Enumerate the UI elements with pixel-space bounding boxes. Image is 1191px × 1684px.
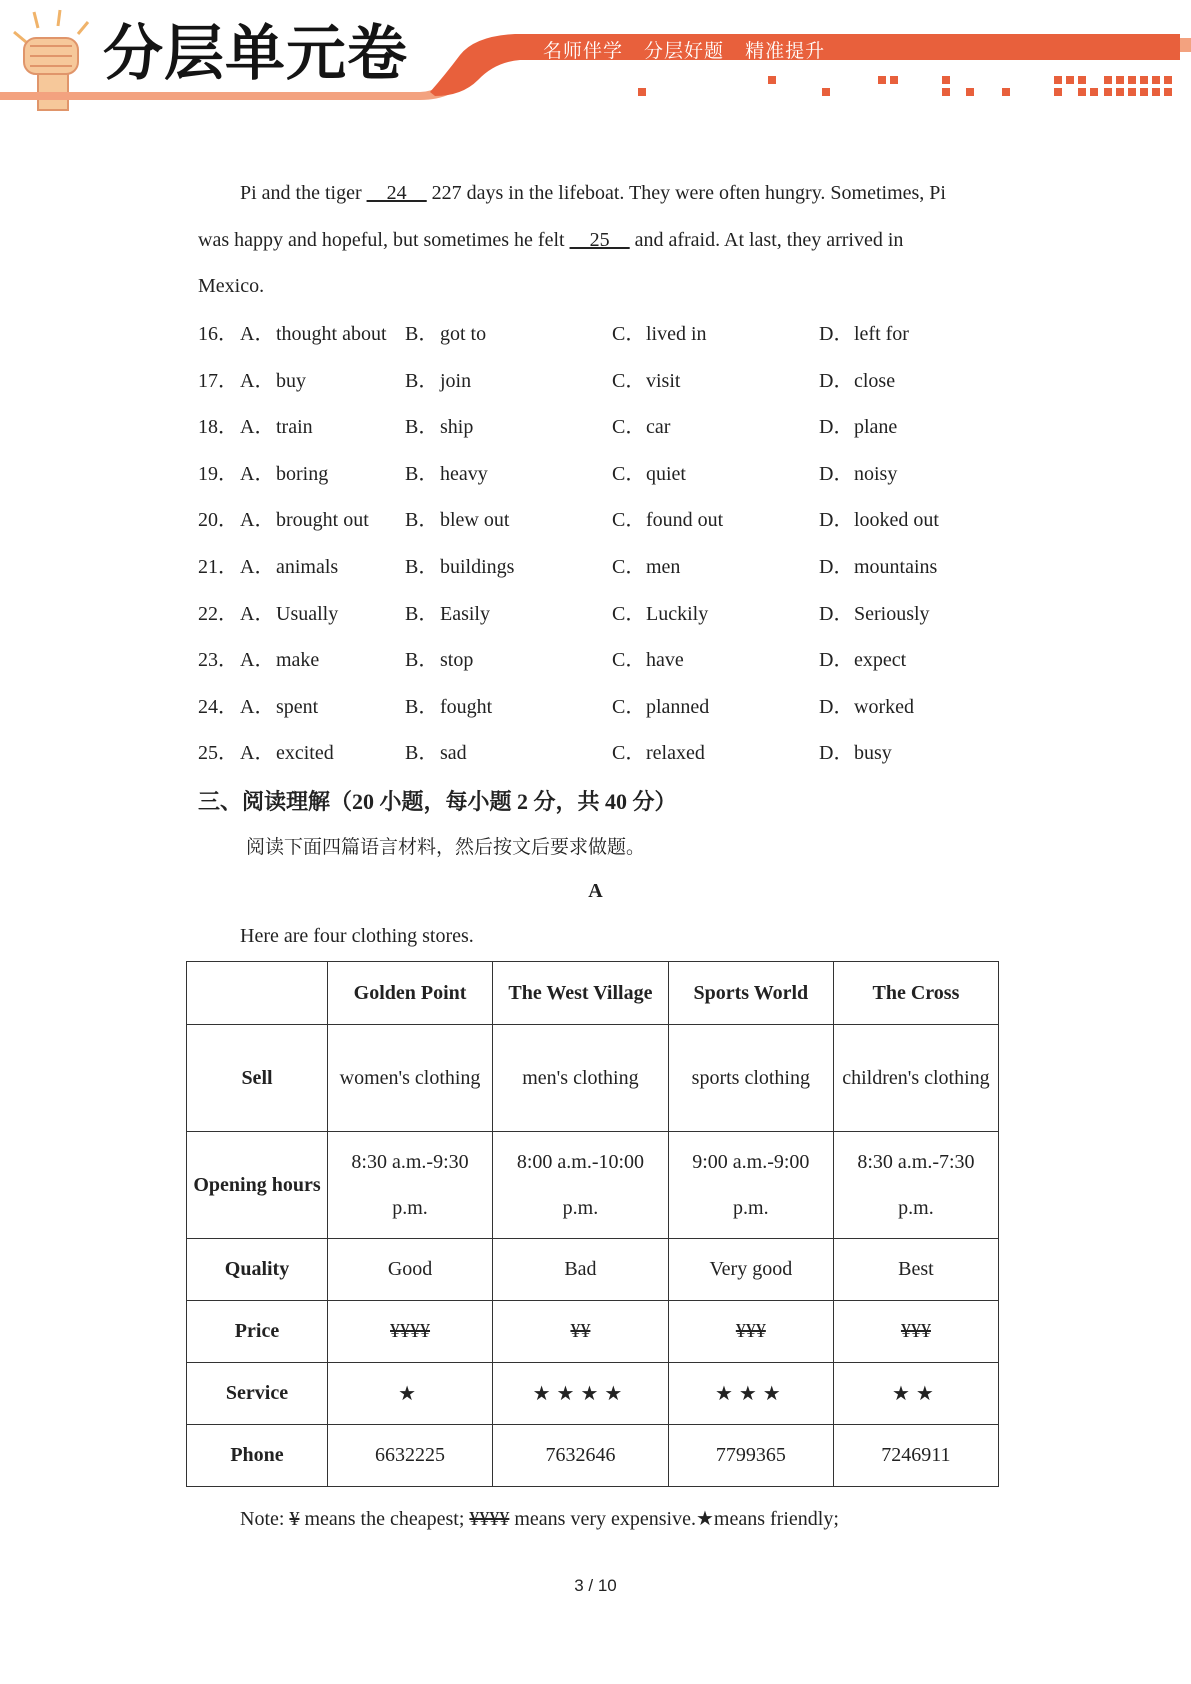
option-a-text: thought about xyxy=(276,323,387,345)
blank-24: __24__ xyxy=(366,182,427,204)
option-letter-c: C． xyxy=(612,509,646,531)
option-letter-b: B． xyxy=(405,509,439,531)
row-header: Quality xyxy=(187,1239,328,1301)
option-d-text: mountains xyxy=(854,556,938,578)
table-cell: 7246911 xyxy=(833,1425,998,1487)
section-heading: 三、阅读理解（20 小题，每小题 2 分，共 40 分） xyxy=(198,789,677,814)
passage-text: Pi and the tiger xyxy=(240,182,367,204)
option-letter-b: B． xyxy=(405,370,439,392)
row-header: Price xyxy=(187,1301,328,1363)
option-b-text: Easily xyxy=(440,603,490,625)
question-row xyxy=(198,462,998,486)
option-letter-a: A． xyxy=(240,603,275,625)
option-c-text: car xyxy=(646,416,671,438)
option-a-text: Usually xyxy=(276,603,339,625)
table-cell: Very good xyxy=(668,1239,833,1301)
passage-line-2 xyxy=(198,228,903,252)
table-cell: 8:00 a.m.-10:00 p.m. xyxy=(493,1132,669,1239)
option-letter-b: B． xyxy=(405,323,439,345)
option-a-text: buy xyxy=(276,370,306,392)
table-row xyxy=(187,1425,999,1487)
service-stars-cell: ★ xyxy=(328,1363,493,1425)
option-letter-d: D． xyxy=(819,556,854,578)
row-header: Service xyxy=(187,1363,328,1425)
option-letter-c: C． xyxy=(612,370,646,392)
option-b-text: join xyxy=(440,370,472,392)
option-b-text: heavy xyxy=(440,463,488,485)
column-header: Sports World xyxy=(668,962,833,1025)
option-d-text: worked xyxy=(854,696,914,718)
option-letter-b: B． xyxy=(405,742,439,764)
table-row xyxy=(187,1239,999,1301)
passage-text: 227 days in the lifeboat. They were often hungry. Sometimes, Pi xyxy=(426,182,946,204)
option-letter-a: A． xyxy=(240,649,275,671)
table-row xyxy=(187,1363,999,1425)
option-letter-a: A． xyxy=(240,556,275,578)
option-letter-b: B． xyxy=(405,463,439,485)
option-letter-a: A． xyxy=(240,509,275,531)
option-letter-d: D． xyxy=(819,370,854,392)
header-slogan: 名师伴学 分层好题 精准提升 xyxy=(543,40,826,62)
table-cell: men's clothing xyxy=(493,1025,669,1132)
table-cell: 8:30 a.m.-7:30 p.m. xyxy=(833,1132,998,1239)
table-cell: women's clothing xyxy=(328,1025,493,1132)
question-number: 23． xyxy=(198,649,238,671)
yen-symbol: ¥¥¥¥ xyxy=(469,1508,510,1530)
option-a-text: boring xyxy=(276,463,329,485)
question-number: 19． xyxy=(198,463,238,485)
option-a-text: animals xyxy=(276,556,339,578)
page-header xyxy=(0,0,1191,120)
table-row xyxy=(187,1025,999,1132)
decorative-dots xyxy=(638,76,1172,96)
service-stars-cell: ★★★ xyxy=(668,1363,833,1425)
brand-title: 分层单元卷 xyxy=(103,19,408,89)
option-c-text: have xyxy=(646,649,684,671)
option-letter-b: B． xyxy=(405,696,439,718)
question-number: 20． xyxy=(198,509,238,531)
option-a-text: spent xyxy=(276,696,319,718)
option-letter-b: B． xyxy=(405,649,439,671)
service-stars-cell: ★★★★ xyxy=(493,1363,669,1425)
passage-text: and afraid. At last, they arrived in xyxy=(629,229,904,251)
price-cell: ¥¥¥ xyxy=(833,1301,998,1363)
option-b-text: buildings xyxy=(440,556,515,578)
option-c-text: planned xyxy=(646,696,710,718)
option-c-text: relaxed xyxy=(646,742,705,764)
option-c-text: found out xyxy=(646,509,724,531)
question-number: 22． xyxy=(198,603,238,625)
option-letter-c: C． xyxy=(612,416,646,438)
table-row xyxy=(187,1132,999,1239)
option-letter-a: A． xyxy=(240,463,275,485)
option-letter-c: C． xyxy=(612,323,646,345)
table-cell: Good xyxy=(328,1239,493,1301)
option-c-text: quiet xyxy=(646,463,686,485)
question-number: 25． xyxy=(198,742,238,764)
question-row xyxy=(198,369,998,393)
passage-line-1 xyxy=(240,181,946,205)
passage-intro: Here are four clothing stores. xyxy=(240,925,474,947)
option-letter-c: C． xyxy=(612,649,646,671)
option-letter-c: C． xyxy=(612,603,646,625)
note-text: Note: xyxy=(240,1508,290,1530)
table-cell: 7632646 xyxy=(493,1425,669,1487)
option-b-text: sad xyxy=(440,742,467,764)
blank-25: __25__ xyxy=(569,229,630,251)
row-header: Sell xyxy=(187,1025,328,1132)
question-row xyxy=(198,508,998,532)
note-text: means friendly; xyxy=(713,1508,839,1530)
option-letter-b: B． xyxy=(405,603,439,625)
option-b-text: ship xyxy=(440,416,474,438)
option-d-text: close xyxy=(854,370,896,392)
option-letter-d: D． xyxy=(819,463,854,485)
question-row xyxy=(198,695,998,719)
column-header: Golden Point xyxy=(328,962,493,1025)
table-row xyxy=(187,1301,999,1363)
question-number: 21． xyxy=(198,556,238,578)
passage-text: was happy and hopeful, but sometimes he felt xyxy=(198,229,570,251)
page-number: 3 / 10 xyxy=(574,1576,617,1595)
option-c-text: men xyxy=(646,556,681,578)
note-text: means the cheapest; xyxy=(299,1508,470,1530)
option-letter-b: B． xyxy=(405,416,439,438)
option-letter-c: C． xyxy=(612,696,646,718)
option-a-text: brought out xyxy=(276,509,369,531)
option-letter-a: A． xyxy=(240,696,275,718)
option-d-text: looked out xyxy=(854,509,939,531)
section-instruction: 阅读下面四篇语言材料，然后按文后要求做题。 xyxy=(246,837,646,858)
price-cell: ¥¥ xyxy=(493,1301,669,1363)
passage-line-3: Mexico. xyxy=(198,275,265,297)
clothing-stores-table xyxy=(186,961,999,1487)
option-d-text: plane xyxy=(854,416,898,438)
price-cell: ¥¥¥¥ xyxy=(328,1301,493,1363)
option-d-text: busy xyxy=(854,742,892,764)
option-d-text: noisy xyxy=(854,463,898,485)
table-cell: 9:00 a.m.-9:00 p.m. xyxy=(668,1132,833,1239)
column-header: The Cross xyxy=(833,962,998,1025)
question-number: 17． xyxy=(198,370,238,392)
option-letter-a: A． xyxy=(240,416,275,438)
option-a-text: train xyxy=(276,416,313,438)
table-cell: sports clothing xyxy=(668,1025,833,1132)
option-b-text: stop xyxy=(440,649,474,671)
option-a-text: make xyxy=(276,649,320,671)
table-cell: children's clothing xyxy=(833,1025,998,1132)
option-letter-c: C． xyxy=(612,556,646,578)
option-letter-c: C． xyxy=(612,742,646,764)
option-d-text: left for xyxy=(854,323,909,345)
table-cell: 8:30 a.m.-9:30 p.m. xyxy=(328,1132,493,1239)
option-letter-a: A． xyxy=(240,323,275,345)
option-letter-a: A． xyxy=(240,370,275,392)
option-letter-d: D． xyxy=(819,649,854,671)
question-number: 18． xyxy=(198,416,238,438)
option-letter-b: B． xyxy=(405,556,439,578)
yen-symbol: ¥ xyxy=(289,1508,300,1530)
question-number: 24． xyxy=(198,696,238,718)
table-cell: Best xyxy=(833,1239,998,1301)
option-letter-d: D． xyxy=(819,603,854,625)
option-b-text: blew out xyxy=(440,509,510,531)
option-c-text: visit xyxy=(646,370,681,392)
option-letter-d: D． xyxy=(819,742,854,764)
question-row xyxy=(198,322,998,346)
question-number: 16． xyxy=(198,323,238,345)
option-letter-d: D． xyxy=(819,416,854,438)
option-b-text: got to xyxy=(440,323,487,345)
option-letter-d: D． xyxy=(819,696,854,718)
table-cell: Bad xyxy=(493,1239,669,1301)
option-letter-d: D． xyxy=(819,323,854,345)
option-letter-d: D． xyxy=(819,509,854,531)
price-cell: ¥¥¥ xyxy=(668,1301,833,1363)
table-corner-cell xyxy=(187,962,328,1025)
row-header: Phone xyxy=(187,1425,328,1487)
question-row xyxy=(198,415,998,439)
note-text: means very expensive. xyxy=(509,1508,696,1530)
row-header: Opening hours xyxy=(187,1132,328,1239)
star-icon: ★ xyxy=(695,1508,714,1530)
table-cell: 7799365 xyxy=(668,1425,833,1487)
question-row xyxy=(198,555,998,579)
column-header: The West Village xyxy=(493,962,669,1025)
service-stars-cell: ★★ xyxy=(833,1363,998,1425)
table-cell: 6632225 xyxy=(328,1425,493,1487)
option-a-text: excited xyxy=(276,742,334,764)
question-row xyxy=(198,648,998,672)
option-letter-c: C． xyxy=(612,463,646,485)
option-letter-a: A． xyxy=(240,742,275,764)
question-row xyxy=(198,741,998,765)
option-c-text: lived in xyxy=(646,323,707,345)
passage-letter: A xyxy=(588,880,603,902)
option-d-text: Seriously xyxy=(854,603,930,625)
option-c-text: Luckily xyxy=(646,603,709,625)
option-b-text: fought xyxy=(440,696,493,718)
question-row xyxy=(198,602,998,626)
option-d-text: expect xyxy=(854,649,907,671)
table-note xyxy=(240,1506,839,1531)
